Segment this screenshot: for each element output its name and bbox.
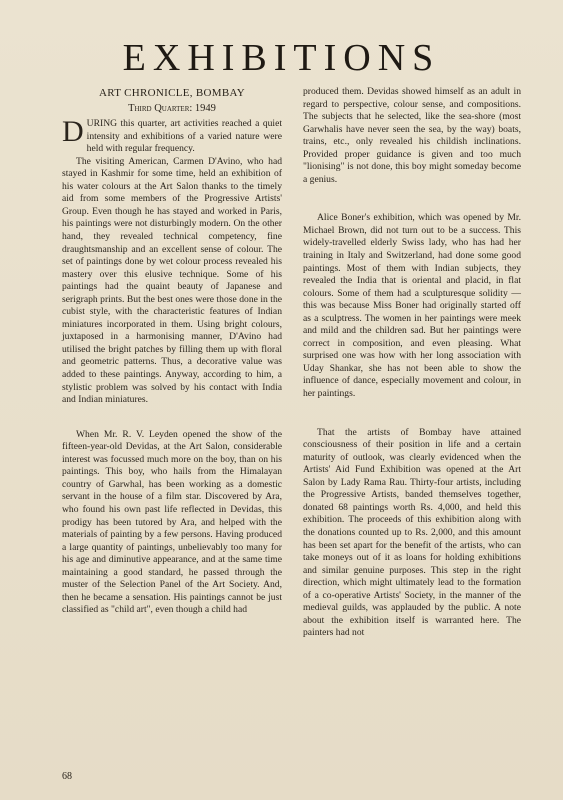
paragraph-text: this quarter, art activities reached a quiet intensity and exhibitions of a varied nature were held with regular frequency.	[86, 118, 282, 155]
lead-word: URING	[86, 118, 118, 130]
paragraph: When Mr. R. V. Leyden opened the show of the fifteen-year-old Devidas, at the Art Salon, considerable interest was focussed much more on the boy, than on his paintings. This boy, who hails from the Himalayan country of Garwhal, has been working as a domestic servant in the house of a film star. Discovered by Ara, who found his own past life reflected in Devidas, this prodigy has been tutored by Ara, and helped with the materials of painting by a few persons. Having produced a large quantity of paintings, unbelievably too many for his age and diminutive appearance, and at the same time maintaining a good standard, he passed through the muster of the Selection Panel of the Art Society. And, then he became a sensation. His paintings cannot be just classified as "child art", even though a child had	[62, 428, 282, 616]
paragraph	[62, 115, 282, 156]
drop-cap: D	[62, 115, 84, 149]
right-column	[303, 86, 521, 640]
page-title: EXHIBITIONS	[122, 37, 441, 79]
paragraph: That the artists of Bombay have attained consciousness of their position in life and a certain maturity of outlook, was clearly evidenced when the Artists' Aid Fund Exhibition was opened at the Art Salon by Lady Rama Rau. Thirty-four artists, including the Progressive Artists, banded themselves together, donated 68 paintings worth Rs. 4,000, and held this exhibition. The proceeds of this exhibition along with the donations counted up to Rs. 2,000, and this amount has been set apart for the benefit of the artists, who can take moneys out of it as loans for holding exhibitions and similar genuine purposes. This step in the right direction, which might ultimately lead to the formation of a co-operative Artists' Society, in the manner of the medieval guilds, was applauded by the public. A note about the exhibition itself is warranted here. The painters had not	[303, 426, 521, 639]
paragraph: The visiting American, Carmen D'Avino, who had stayed in Kashmir for some time, held an exhibition of his water colours at the Art Salon thanks to the timely aid from some members of the Progressive Artists' Group. Even though he has stayed and worked in Paris, his paintings were not disturbingly modern. On the other hand, they revealed technical competency, fine draughtsmanship and an excellent sense of colour. The set of paintings done by wet colour process revealed his mastery over this elusive technique. Some of his paintings had the quaint beauty of Japanese and serigraph prints. But the best ones were those done in the cubist style, with the characteristic features of Indian miniatures incorporated in them. Using bright colours, juxtaposed in a harmonising manner, D'Avino had utilised the bright patches by filling them up with floral and geometric patterns. Thus, a decorative value was added to these paintings. Anyway, according to him, a stylistic problem was solved by his contact with India and Indian miniatures.	[62, 155, 282, 406]
section-heading: ART CHRONICLE, BOMBAY	[99, 87, 245, 99]
paragraph: produced them. Devidas showed himself as an adult in regard to perspective, colour sense, and compositions. The subjects that he selected, like the sea-shore (most Garwhalis have never seen the sea, by the way) boats, trains, etc., only revealed his childish inclinations. Provided proper guidance is given and too much "lionising" is not done, this boy might someday become a genius.	[303, 86, 521, 185]
page-number: 68	[62, 771, 72, 782]
section-subheading: Third Quarter: 1949	[128, 102, 216, 114]
left-column	[62, 86, 282, 617]
paragraph: Alice Boner's exhibition, which was opened by Mr. Michael Brown, did not turn out to be a success. This widely-travelled elderly Swiss lady, who has had her training in Italy and Switzerland, had done some good paintings. Most of them with Indian subjects, they revealed the India that is oriental and placid, in flat colours. Some of them had a sculpturesque solidity — this was because Miss Boner had originally started off as a sculptress. The women in her paintings were meek and mild and the children sad. But her paintings were correct in composition, and even pleasing. What surprised one was how with her long association with Uday Shankar, she has not been able to show the influence of dance, especially movement and colour, in her paintings.	[303, 212, 521, 400]
